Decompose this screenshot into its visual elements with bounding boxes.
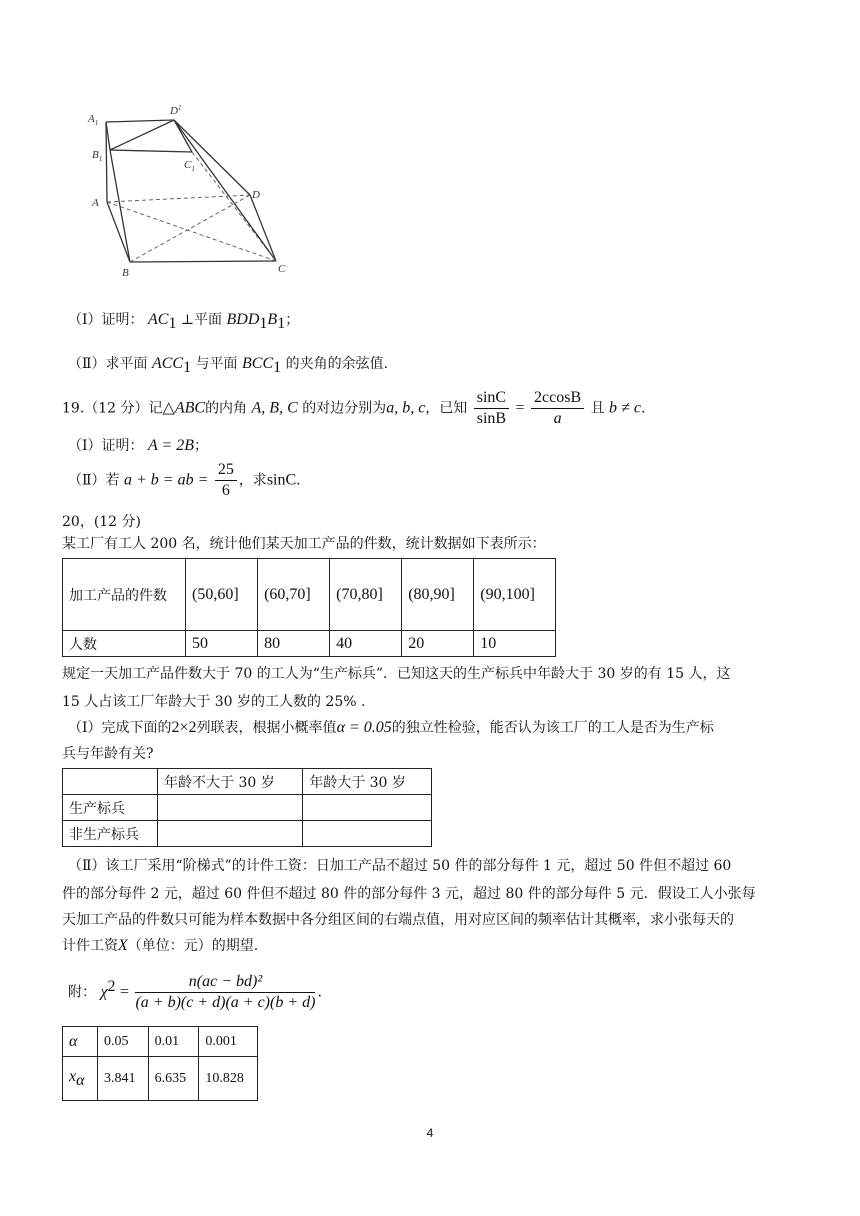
count-cell: 40 <box>330 631 402 657</box>
empty-cell <box>63 769 158 795</box>
q20-part1-line1: （Ⅰ）完成下面的2×2列联表，根据小概率值α = 0.05的独立性检验，能否认为该工厂的工人是否为生产标 <box>68 719 714 736</box>
q20-rule-line1: 规定一天加工产品件数大于 70 的工人为“生产标兵”．已知这天的生产标兵中年龄大于 30 岁的有 15 人，这 <box>62 666 731 682</box>
alpha-cell: 0.001 <box>199 1027 258 1057</box>
label-D1: $D^1$ <box>170 104 182 117</box>
label-A: A <box>92 197 99 209</box>
q19-head: 19.（12 分）记△ABC的内角 A, B, C 的对边分别为a, b, c，已知 $\frac{\sin C}{\sin B}$ = $\frac{2ccosB}{a}$ 且 b ≠ c. <box>62 389 646 427</box>
critical-value-table <box>62 1026 258 1101</box>
x-alpha-header: $x_\alpha$ <box>63 1057 98 1101</box>
blank-cell <box>158 795 303 821</box>
page-number: 4 <box>426 1126 434 1140</box>
interval-cell: (70,80] <box>330 559 402 631</box>
col-header-young: 年龄不大于 30 岁 <box>158 769 303 795</box>
blank-cell <box>303 821 432 847</box>
label-A1: $A_1$ <box>88 113 99 127</box>
x-cell: 3.841 <box>98 1057 149 1101</box>
q19-part1: （Ⅰ）证明： A = 2B； <box>68 437 209 454</box>
prism-figure <box>80 96 300 281</box>
table-header-count: 加工产品的件数 <box>63 559 186 631</box>
q20-part2-line4: 计件工资X（单位：元）的期望. <box>62 937 259 954</box>
count-cell: 10 <box>474 631 556 657</box>
q20-rule-line2: 15 人占该工厂年龄大于 30 岁的工人数的 25% . <box>62 694 366 710</box>
blank-cell <box>158 821 303 847</box>
x-cell: 10.828 <box>199 1057 258 1101</box>
table-header-people: 人数 <box>63 631 186 657</box>
frac-25-6: $\frac{25}{6}$ <box>215 460 237 501</box>
interval-cell: (90,100] <box>474 559 556 631</box>
frac-2ccosB-a: $\frac{2ccosB}{a}$ <box>531 388 584 429</box>
q20-head: 20，(12 分) <box>62 514 142 530</box>
contingency-table <box>62 768 432 847</box>
q20-intro: 某工厂有工人 200 名，统计他们某天加工产品的件数，统计数据如下表所示： <box>62 536 546 552</box>
alpha-header: α <box>63 1027 98 1057</box>
chi-square-formula: 附： $\chi^2$ = $\frac{\text{n(ac − bd)²}}{(a + b)(c + d)(a + c)(b + d)}$ . <box>68 973 322 1011</box>
q20-part2-line3: 天加工产品的件数只可能为样本数据中各分组区间的右端点值，用对应区间的频率估计其概率，求小张每天的 <box>62 912 734 928</box>
q18-part1: （Ⅰ）证明： $AC_1$ ⊥平面 $BDD_1B_1$； <box>68 311 300 332</box>
production-table <box>62 558 556 657</box>
label-C: C <box>278 263 286 275</box>
label-B: B <box>122 267 129 279</box>
q18-part2: （Ⅱ）求平面 $ACC_1$ 与平面 $BCC_1$ 的夹角的余弦值. <box>68 355 389 376</box>
row-header-model: 生产标兵 <box>63 795 158 821</box>
alpha-cell: 0.01 <box>148 1027 199 1057</box>
interval-cell: (80,90] <box>402 559 474 631</box>
frac-sinC-sinB: $\frac{\sin C}{\sin B}$ <box>474 388 509 429</box>
interval-cell: (50,60] <box>186 559 258 631</box>
label-D: D <box>252 189 260 201</box>
x-cell: 6.635 <box>148 1057 199 1101</box>
count-cell: 80 <box>258 631 330 657</box>
chi-fraction: $\frac{\text{n(ac − bd)²}}{(a + b)(c + d)(a + c)(b + d)}$ <box>135 973 316 1011</box>
label-B1: $B_1$ <box>92 149 103 163</box>
col-header-old: 年龄大于 30 岁 <box>303 769 432 795</box>
q20-part2-line1: （Ⅱ）该工厂采用“阶梯式”的计件工资：日加工产品不超过 50 件的部分每件 1 元，超过 50 件但不超过 60 <box>68 858 732 874</box>
q20-part1-line2: 兵与年龄有关? <box>62 746 154 762</box>
interval-cell: (60,70] <box>258 559 330 631</box>
blank-cell <box>303 795 432 821</box>
q20-part2-line2: 件的部分每件 2 元，超过 60 件但不超过 80 件的部分每件 3 元，超过 80 件的部分每件 5 元．假设工人小张每 <box>62 886 756 902</box>
q19-part2: （Ⅱ）若 a + b = ab = $\frac{25}{6}$ ，求sinC. <box>68 461 301 499</box>
count-cell: 50 <box>186 631 258 657</box>
label-C1: $C_1$ <box>184 159 195 173</box>
alpha-cell: 0.05 <box>98 1027 149 1057</box>
row-header-nonmodel: 非生产标兵 <box>63 821 158 847</box>
count-cell: 20 <box>402 631 474 657</box>
